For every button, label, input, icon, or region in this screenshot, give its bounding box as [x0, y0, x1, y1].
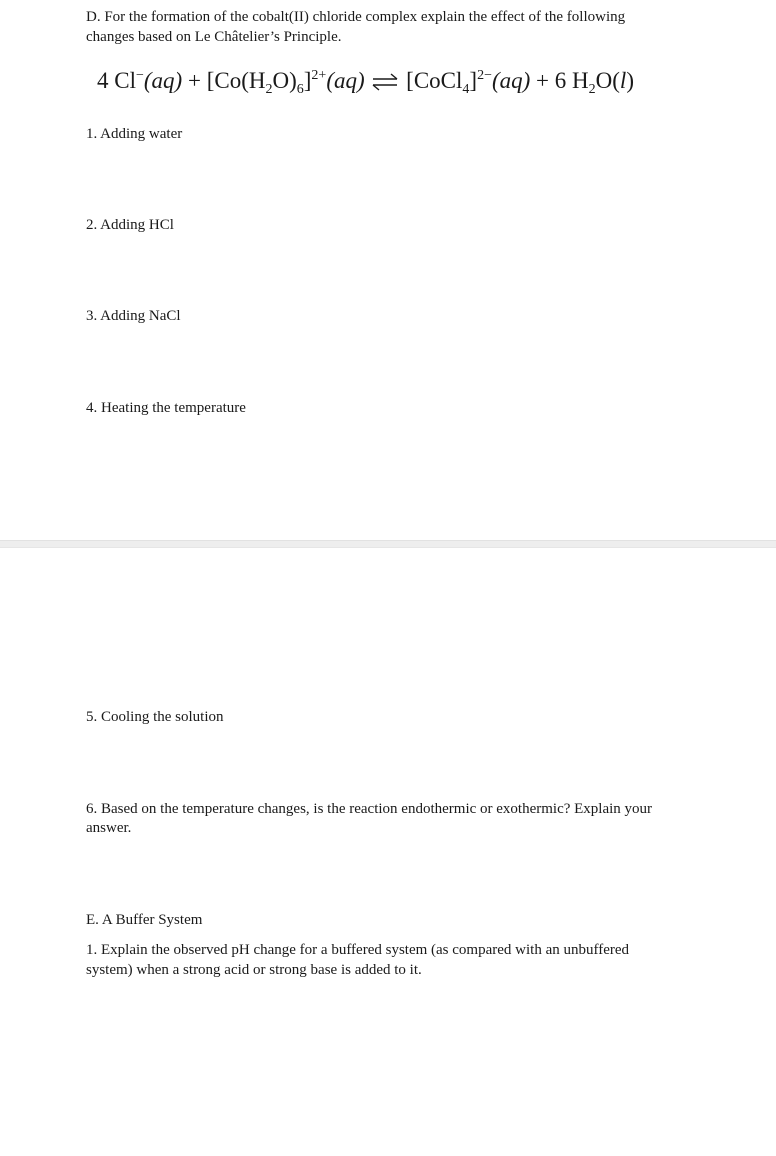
document-page-2	[0, 548, 776, 1156]
section-e-heading: E. A Buffer System	[86, 912, 203, 928]
question-6-line-2: answer.	[86, 820, 132, 836]
question-1: 1. Adding water	[86, 126, 183, 142]
question-4: 4. Heating the temperature	[86, 400, 246, 416]
question-3: 3. Adding NaCl	[86, 308, 181, 324]
section-e-question-1-line-1: 1. Explain the observed pH change for a buffered system (as compared with an unbuffered	[86, 942, 630, 958]
question-5: 5. Cooling the solution	[86, 709, 224, 725]
question-6-line-1: 6. Based on the temperature changes, is the reaction endothermic or exothermic? Explain your	[86, 801, 653, 817]
equilibrium-arrows-icon	[371, 73, 399, 91]
cobalt-equilibrium-equation: 4 $Cl^-(aq) + [Co(H_2O)_6]^{2+}(aq)$ [CoCl$_4$]$^{2-}$(aq) + 6 $H_2O(l)$	[97, 68, 634, 97]
document-page-1	[0, 0, 776, 540]
question-2: 2. Adding HCl	[86, 217, 174, 233]
section-d-heading-line-1: D. For the formation of the cobalt(II) chloride complex explain the effect of the following	[86, 9, 626, 25]
section-e-question-1-line-2: system) when a strong acid or strong base is added to it.	[86, 962, 422, 978]
page-separator	[0, 540, 776, 548]
section-d-heading-line-2: changes based on Le Châtelier’s Principle.	[86, 29, 342, 45]
